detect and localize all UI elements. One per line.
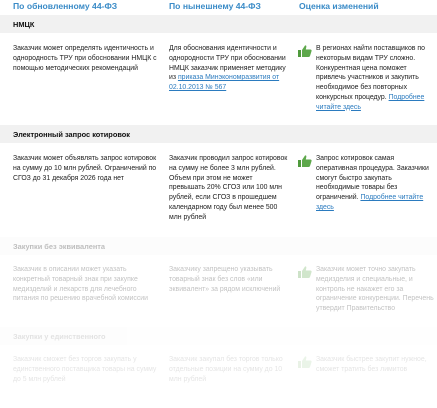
header-evaluation: Оценка изменений	[299, 1, 379, 11]
eval-single-supplier-text: Заказчик быстрее закупит нужное, сможет тратить без лимитов	[316, 356, 427, 373]
cell-new-nmck: Заказчик может определять идентичность и однородность ТРУ при обосновании НМЦК с помощью методических рекомендаций	[13, 45, 157, 72]
eval-nmck-body: В регионах найти поставщиков по некоторым видам ТРУ сложно. Конкурентная цена поможет привлечь участников и закупить необходимое без повторных конкурсных процедур.	[316, 45, 425, 101]
cell-old-no-equivalent: Заказчику запрещено указывать товарный знак без слов «или эквивалент» за рядом исключений	[169, 266, 281, 293]
cell-old-nmck	[169, 44, 291, 93]
thumbs-up-icon	[298, 45, 312, 57]
section-header-single-supplier: Закупки у единственного	[0, 327, 437, 345]
order-link[interactable]: приказа Минэкономразвития от 02.10.2013 № 567	[169, 74, 280, 92]
cell-new-single-supplier: Заказчик сможет без торгов закупать у единственного поставщика товары на сумму до 5 млн рублей	[13, 356, 157, 383]
eval-quotes-text	[316, 154, 436, 213]
read-more-link[interactable]: Подробнее читайте здесь	[316, 93, 425, 111]
cell-new-quotes: Заказчик может объявлять запрос котировок на сумму до 10 млн рублей. Ограничений по СГОЗ до 31 декабря 2026 года нет	[13, 155, 157, 182]
eval-quotes-body: Запрос котировок самая оперативная процедура. Заказчики смогут быстро закупать необходимые товары без ограничений.	[316, 155, 429, 202]
cell-new-no-equivalent: Заказчик в описании может указать конкретный товарный знак при закупке медизделий и лекарств для лечебного питания по решению врачебной комиссии	[13, 266, 148, 303]
section-header-nmck: НМЦК	[0, 15, 437, 33]
thumbs-up-icon	[298, 356, 312, 368]
cell-old-single-supplier: Заказчик закупал без торгов только отдельные позиции на сумму до 10 млн рублей	[169, 356, 283, 383]
thumbs-up-icon	[298, 266, 312, 278]
read-more-link[interactable]: Подробнее читайте здесь	[316, 194, 424, 211]
cell-old-quotes: Заказчик проводил запрос котировок на сумму не более 3 млн рублей. Объем при этом не может превышать 20% СГОЗ или 100 млн рублей, если СГОЗ в прошедшем календарном году был менее 500 млн рублей	[169, 155, 288, 221]
header-new-law: По обновленному 44-ФЗ	[13, 1, 118, 11]
thumbs-up-icon	[298, 155, 312, 167]
old-nmck-text: Для обоснования идентичности и однородности ТРУ при обосновании НМЦК заказчик применяет методику из	[169, 45, 286, 82]
section-header-quotes: Электронный запрос котировок	[0, 125, 437, 143]
table-header	[0, 0, 437, 14]
section-header-no-equivalent: Закупки без эквивалента	[0, 237, 437, 255]
eval-no-equivalent-text: Заказчик может точно закупать медизделия и специальные, и контроль не накажет его за ограничение конкуренции. Перечень утвердит Правительство	[316, 266, 434, 313]
eval-nmck-text	[316, 44, 436, 113]
header-current-law: По нынешнему 44-ФЗ	[169, 1, 261, 11]
